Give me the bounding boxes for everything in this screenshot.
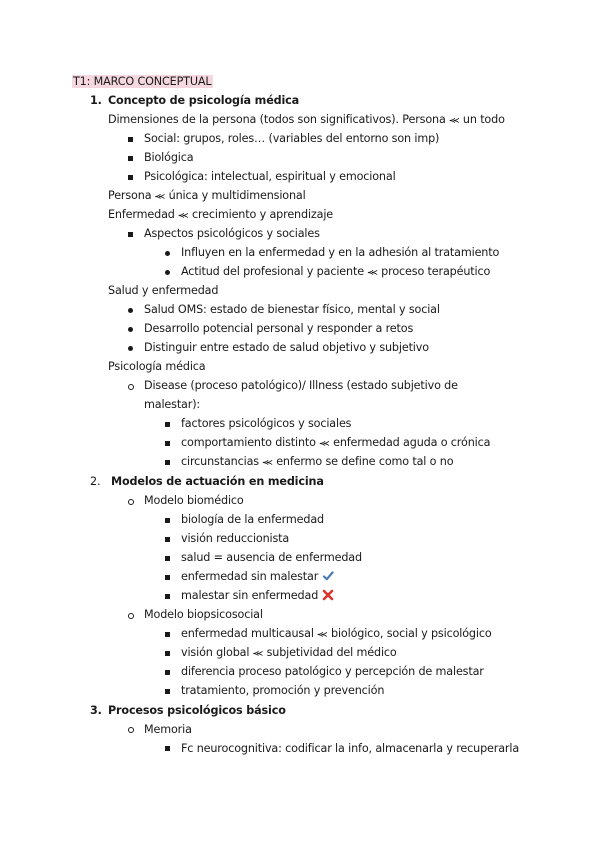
bullet-square	[128, 156, 133, 161]
bullet-dot	[128, 308, 133, 313]
list-item: biología de la enfermedad	[181, 513, 324, 526]
bullet-square	[128, 175, 133, 180]
bullet-circle	[128, 499, 134, 505]
section-2-number: 2.	[90, 475, 101, 488]
bullet-square	[165, 632, 170, 637]
list-item: Memoria	[144, 723, 192, 736]
bullet-dot	[165, 270, 170, 275]
list-item: Salud OMS: estado de bienestar físico, mental y social	[144, 303, 440, 316]
text-line: Dimensiones de la persona (todos son significativos). Persona ⪻ un todo	[108, 113, 505, 126]
cross-mark-icon	[322, 589, 334, 601]
bullet-circle	[128, 727, 134, 733]
list-item: Aspectos psicológicos y sociales	[144, 227, 320, 240]
list-item: Influyen en la enfermedad y en la adhesión al tratamiento	[181, 246, 500, 259]
bullet-square	[165, 422, 170, 427]
bullet-square	[165, 689, 170, 694]
text-line: Salud y enfermedad	[108, 284, 219, 297]
list-item: factores psicológicos y sociales	[181, 417, 352, 430]
section-3-heading: Procesos psicológicos básico	[108, 704, 286, 717]
list-item: Psicológica: intelectual, espiritual y emocional	[144, 170, 396, 183]
bullet-square	[165, 651, 170, 656]
bullet-square	[165, 670, 170, 675]
bullet-square	[165, 518, 170, 523]
list-item: Distinguir entre estado de salud objetivo y subjetivo	[144, 341, 429, 354]
page-title: T1: MARCO CONCEPTUAL	[73, 75, 212, 88]
list-item: Fc neurocognitiva: codificar la info, almacenarla y recuperarla	[181, 742, 520, 755]
section-1-number: 1.	[90, 94, 102, 107]
list-item: salud = ausencia de enfermedad	[181, 551, 362, 564]
list-item: Actitud del profesional y paciente ⪻ proceso terapéutico	[181, 265, 491, 278]
list-item: Modelo biomédico	[144, 494, 244, 507]
bullet-dot	[165, 251, 170, 256]
bullet-square	[165, 460, 170, 465]
bullet-square	[128, 137, 133, 142]
bullet-square	[165, 594, 170, 599]
list-item: comportamiento distinto ⪻ enfermedad aguda o crónica	[181, 436, 491, 449]
list-item: Disease (proceso patológico)/ Illness (estado subjetivo de	[144, 379, 458, 392]
text-line: Psicología médica	[108, 360, 206, 373]
section-1-heading: Concepto de psicología médica	[108, 94, 300, 107]
list-item: visión global ⪻ subjetividad del médico	[181, 646, 397, 659]
list-item: enfermedad sin malestar	[181, 569, 334, 584]
bullet-circle	[128, 384, 134, 390]
list-item: visión reduccionista	[181, 532, 290, 545]
bullet-square	[165, 556, 170, 561]
bullet-square	[165, 575, 170, 580]
list-item: enfermedad multicausal ⪻ biológico, social y psicológico	[181, 627, 492, 640]
bullet-circle	[128, 613, 134, 619]
text-line: Persona ⪻ única y multidimensional	[108, 189, 306, 202]
bullet-dot	[128, 327, 133, 332]
bullet-square	[128, 232, 133, 237]
bullet-square	[165, 441, 170, 446]
list-item: Social: grupos, roles… (variables del entorno son imp)	[144, 132, 440, 145]
list-item: diferencia proceso patológico y percepción de malestar	[181, 665, 484, 678]
list-item: Modelo biopsicosocial	[144, 608, 263, 621]
bullet-square	[165, 537, 170, 542]
list-item: circunstancias ⪻ enfermo se define como tal o no	[181, 455, 454, 468]
bullet-square	[165, 746, 170, 751]
section-2-heading: Modelos de actuación en medicina	[111, 475, 324, 488]
bullet-dot	[128, 346, 133, 351]
section-3-number: 3.	[90, 704, 102, 717]
text-line: Enfermedad ⪻ crecimiento y aprendizaje	[108, 208, 334, 221]
list-item: tratamiento, promoción y prevención	[181, 684, 385, 697]
list-item-continuation: malestar):	[144, 398, 201, 411]
check-mark-icon	[322, 570, 334, 582]
list-item: Desarrollo potencial personal y responder a retos	[144, 322, 414, 335]
list-item: malestar sin enfermedad	[181, 588, 334, 603]
list-item: Biológica	[144, 151, 194, 164]
